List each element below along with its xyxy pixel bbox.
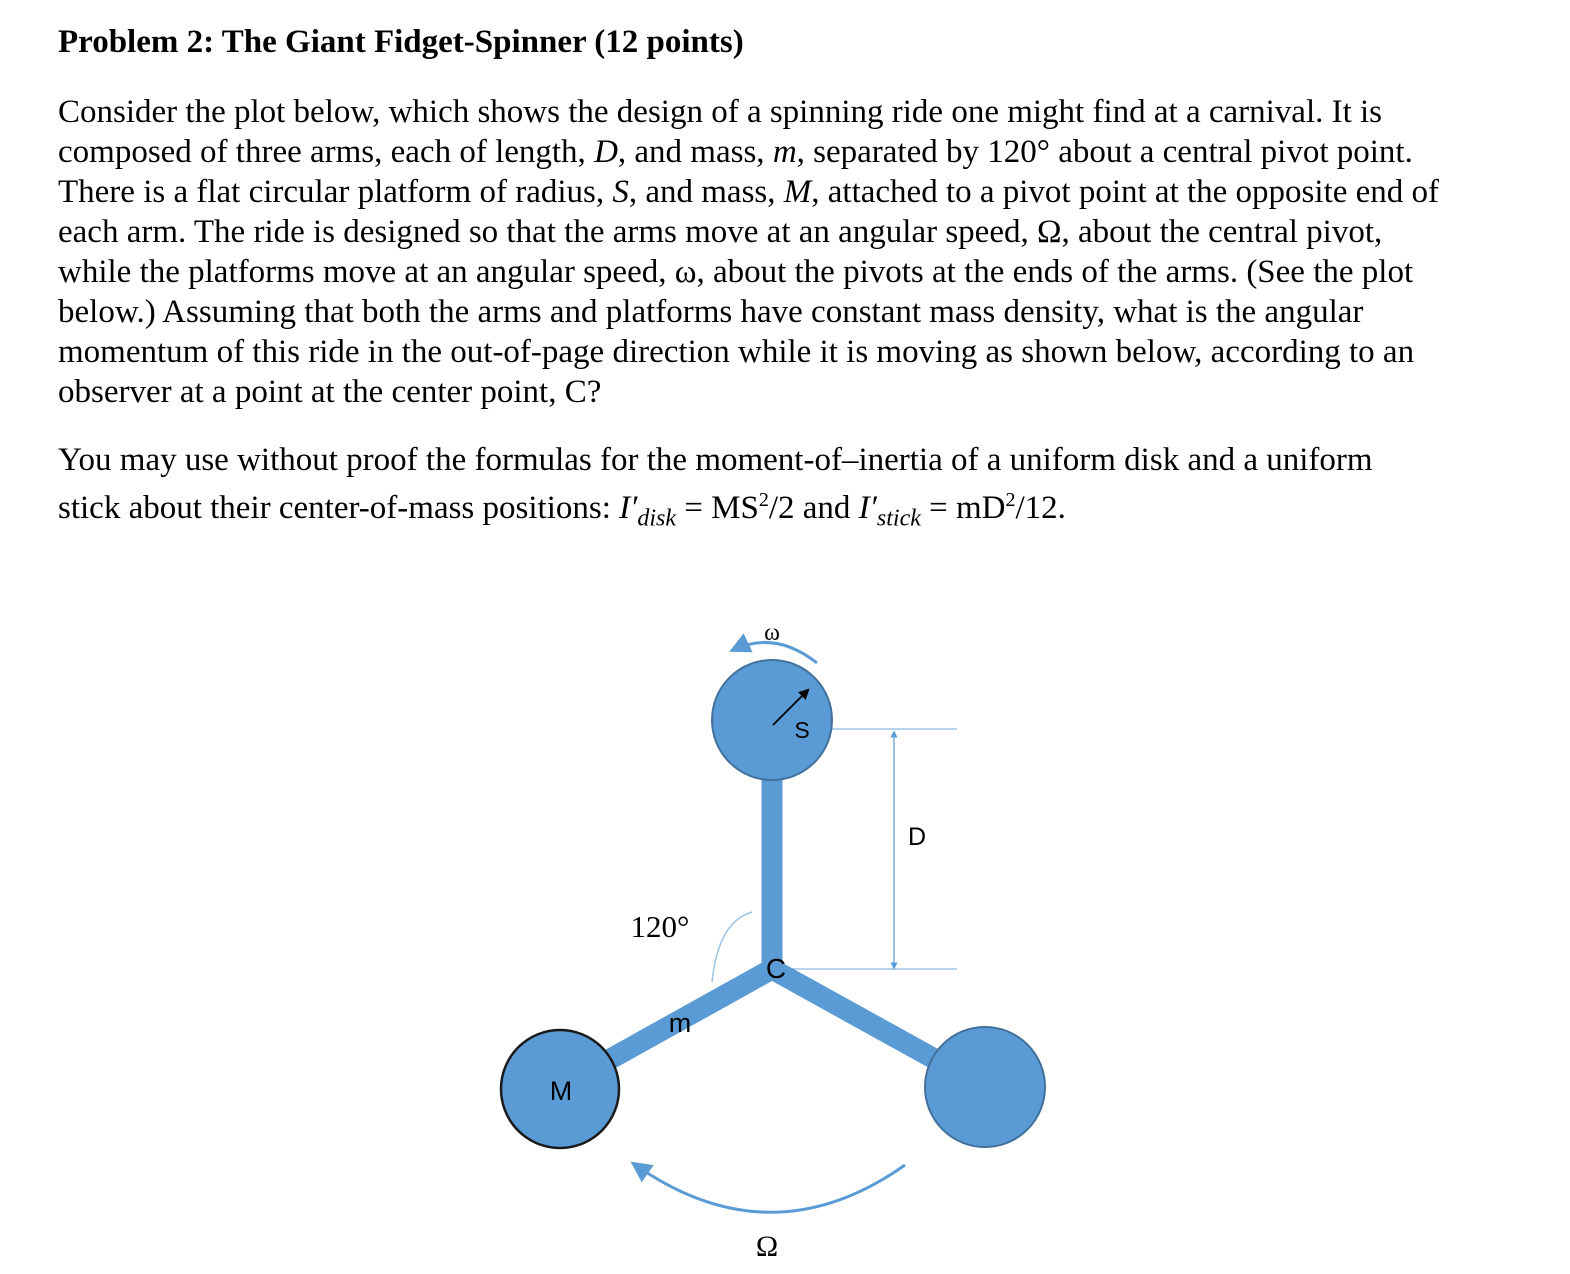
- inertia-disk-symbol: I′: [619, 490, 638, 526]
- arm-mass-label: m: [668, 1008, 692, 1038]
- radius-label: S: [794, 717, 810, 743]
- arm-right: [772, 969, 940, 1062]
- problem-title: Problem 2: The Giant Fidget-Spinner (12 points): [58, 24, 744, 60]
- desc-line-4: each arm. The ride is designed so that the arms move at an angular speed, Ω, about the central pivot,: [58, 214, 1383, 250]
- desc-line-3: There is a flat circular platform of radius, S, and mass, M, attached to a pivot point at the opposite end of: [58, 174, 1440, 210]
- inertia-stick-symbol: I′: [858, 490, 877, 526]
- desc-line-8: observer at a point at the center point, C?: [58, 374, 602, 410]
- angle-label: 120°: [630, 909, 690, 944]
- Omega-rotation-arrow: [634, 1164, 905, 1212]
- desc-line-5: while the platforms move at an angular speed, ω, about the pivots at the ends of the arms. (See the plot: [58, 254, 1414, 290]
- desc-line-1: Consider the plot below, which shows the design of a spinning ride one might find at a carnival. It is: [58, 94, 1383, 130]
- platform-disk-right: [925, 1027, 1045, 1147]
- desc-line-6: below.) Assuming that both the arms and platforms have constant mass density, what is the angular: [58, 294, 1364, 330]
- formula-line-2: stick about their center-of-mass positions: $I'_{disk} = MS^2/2$ and $I'_{stick} = mD^2/12$.: [58, 489, 1066, 532]
- platform-disk-top: [712, 660, 832, 780]
- desc-line-7: momentum of this ride in the out-of-page direction while it is moving as shown below, according to an: [58, 334, 1415, 370]
- formula-line-1: You may use without proof the formulas for the moment-of–inertia of a uniform disk and a uniform: [58, 442, 1373, 478]
- omega-label: ω: [764, 620, 780, 646]
- length-label: D: [907, 823, 927, 851]
- Omega-label: Ω: [755, 1230, 779, 1263]
- center-label: C: [765, 953, 787, 984]
- desc-line-2: composed of three arms, each of length, D, and mass, m, separated by 120° about a central pivot point.: [58, 134, 1413, 170]
- disk-mass-label: M: [549, 1076, 573, 1106]
